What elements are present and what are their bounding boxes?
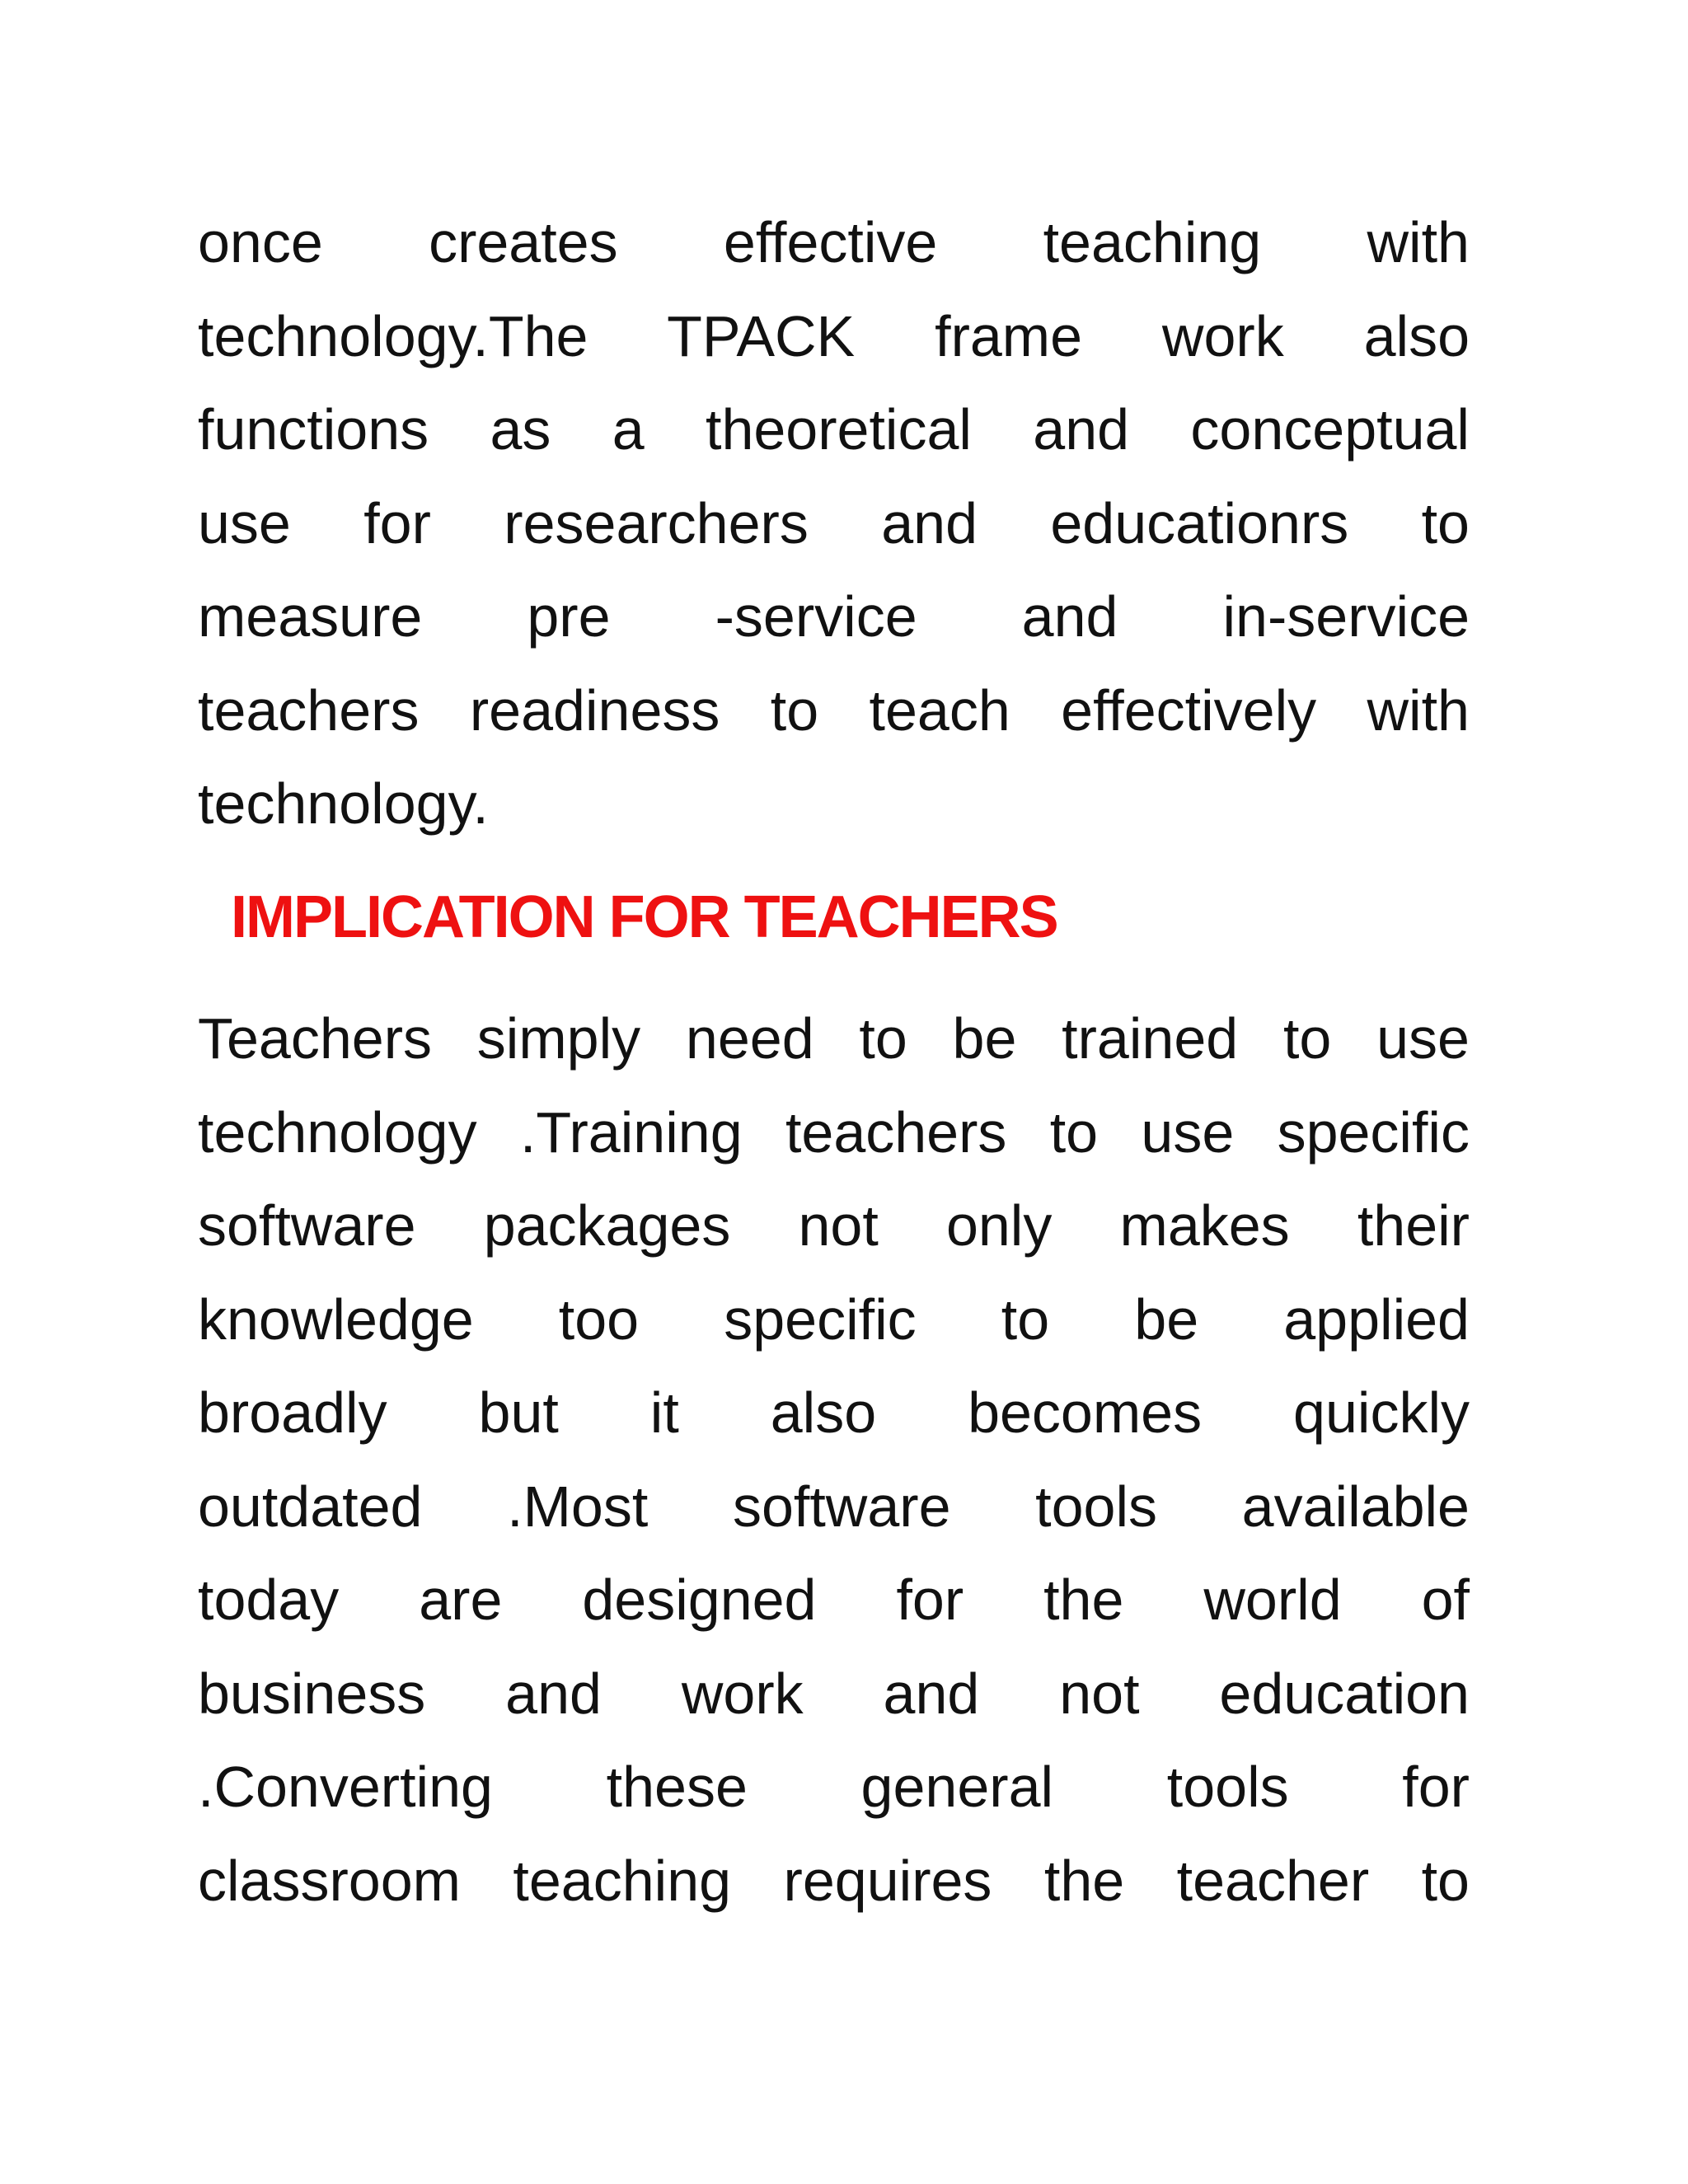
- text-line: functions as a theoretical and conceptual: [198, 397, 1470, 462]
- text-line: Teachers simply need to be trained to use: [198, 1006, 1470, 1071]
- text-line: outdated .Most software tools available: [198, 1474, 1470, 1539]
- paragraph-implication: [198, 992, 1470, 1928]
- text-line: technology.: [198, 771, 489, 836]
- text-line: technology .Training teachers to use specific: [198, 1099, 1470, 1165]
- text-line: broadly but it also becomes quickly: [198, 1380, 1470, 1445]
- text-line: software packages not only makes their: [198, 1193, 1470, 1258]
- paragraph-tpack-summary: [198, 196, 1470, 851]
- text-line: today are designed for the world of: [198, 1568, 1470, 1632]
- text-line: business and work and not education: [198, 1661, 1470, 1726]
- text-line: once creates effective teaching with: [198, 210, 1470, 274]
- text-line: technology.The TPACK frame work also: [198, 303, 1470, 368]
- text-line: measure pre -service and in-service: [198, 584, 1470, 649]
- section-heading: IMPLICATION FOR TEACHERS: [231, 884, 1057, 950]
- text-line: classroom teaching requires the teacher to: [198, 1848, 1470, 1913]
- text-line: knowledge too specific to be applied: [198, 1286, 1470, 1352]
- text-line: .Converting these general tools for: [198, 1755, 1470, 1819]
- text-line: use for researchers and educationrs to: [198, 490, 1470, 555]
- text-line: teachers readiness to teach effectively with: [198, 677, 1470, 743]
